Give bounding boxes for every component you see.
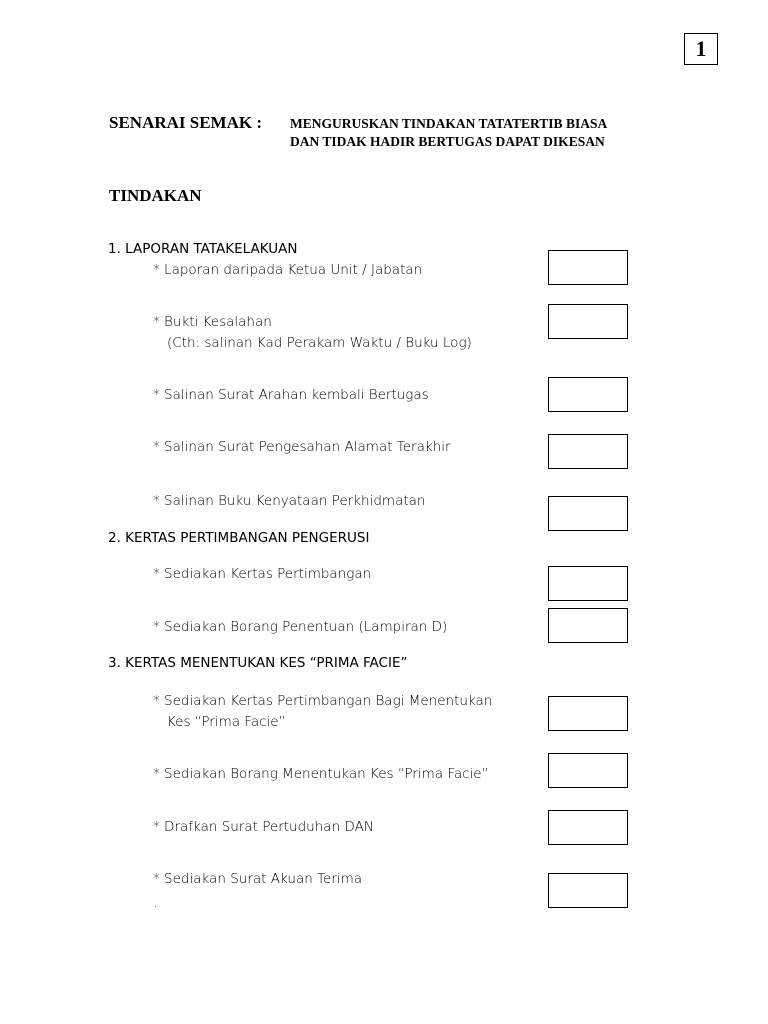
bullet-star: * [153, 693, 160, 709]
checkbox[interactable] [548, 608, 628, 643]
item-text: Salinan Buku Kenyataan Perkhidmatan [164, 493, 426, 509]
checklist-item [153, 437, 451, 458]
item-text: Sediakan Borang Penentuan (Lampiran D) [164, 619, 448, 635]
item-text: Sediakan Borang Menentukan Kes “Prima Facie” [164, 766, 489, 782]
bullet-star: * [153, 387, 160, 403]
item-text: Sediakan Kertas Pertimbangan Bagi Menentukan [164, 693, 493, 709]
checklist-item [153, 491, 425, 512]
item-text: Laporan daripada Ketua Unit / Jabatan [164, 262, 423, 278]
item-subtext: (Cth: salinan Kad Perakam Waktu / Buku Log) [167, 335, 472, 351]
section-heading: TINDAKAN [109, 186, 202, 205]
bullet-star: * [153, 314, 160, 330]
section-title-1: 1. LAPORAN TATAKELAKUAN [108, 241, 298, 257]
bullet-star: * [153, 871, 160, 887]
stray-dot: . [154, 900, 157, 910]
bullet-star: * [153, 819, 160, 835]
title-line-2: DAN TIDAK HADIR BERTUGAS DAPAT DIKESAN [290, 134, 605, 149]
item-text: Drafkan Surat Pertuduhan DAN [164, 819, 374, 835]
checkbox[interactable] [548, 810, 628, 845]
checkbox[interactable] [548, 566, 628, 601]
page-number-box: 1 [684, 33, 718, 65]
checkbox[interactable] [548, 434, 628, 469]
checklist-item [153, 691, 492, 733]
bullet-star: * [153, 493, 160, 509]
section-title-3: 3. KERTAS MENENTUKAN KES “PRIMA FACIE” [108, 655, 408, 671]
checkbox[interactable] [548, 696, 628, 731]
bullet-star: * [153, 619, 160, 635]
item-text: Sediakan Surat Akuan Terima [164, 871, 363, 887]
checkbox[interactable] [548, 304, 628, 339]
checkbox[interactable] [548, 250, 628, 285]
checkbox[interactable] [548, 873, 628, 908]
item-text: Sediakan Kertas Pertimbangan [164, 566, 372, 582]
checkbox[interactable] [548, 496, 628, 531]
checklist-item [153, 564, 371, 585]
bullet-star: * [153, 439, 160, 455]
item-text: Bukti Kesalahan [164, 314, 272, 330]
section-title-2: 2. KERTAS PERTIMBANGAN PENGERUSI [108, 530, 370, 546]
item-text: Salinan Surat Pengesahan Alamat Terakhir [164, 439, 451, 455]
checklist-item [153, 764, 489, 785]
item-subtext: Kes “Prima Facie” [167, 714, 286, 730]
checklist-item [153, 617, 447, 638]
title-label: SENARAI SEMAK : [109, 113, 263, 132]
bullet-star: * [153, 766, 160, 782]
checkbox[interactable] [548, 753, 628, 788]
checklist-item [153, 817, 374, 838]
item-text: Salinan Surat Arahan kembali Bertugas [164, 387, 429, 403]
checklist-item [153, 260, 422, 281]
checklist-item [153, 312, 472, 354]
bullet-star: * [153, 262, 160, 278]
bullet-star: * [153, 566, 160, 582]
title-line-1: MENGURUSKAN TINDAKAN TATATERTIB BIASA [290, 116, 608, 131]
checklist-item [153, 385, 429, 406]
checkbox[interactable] [548, 377, 628, 412]
checklist-item [153, 869, 362, 890]
